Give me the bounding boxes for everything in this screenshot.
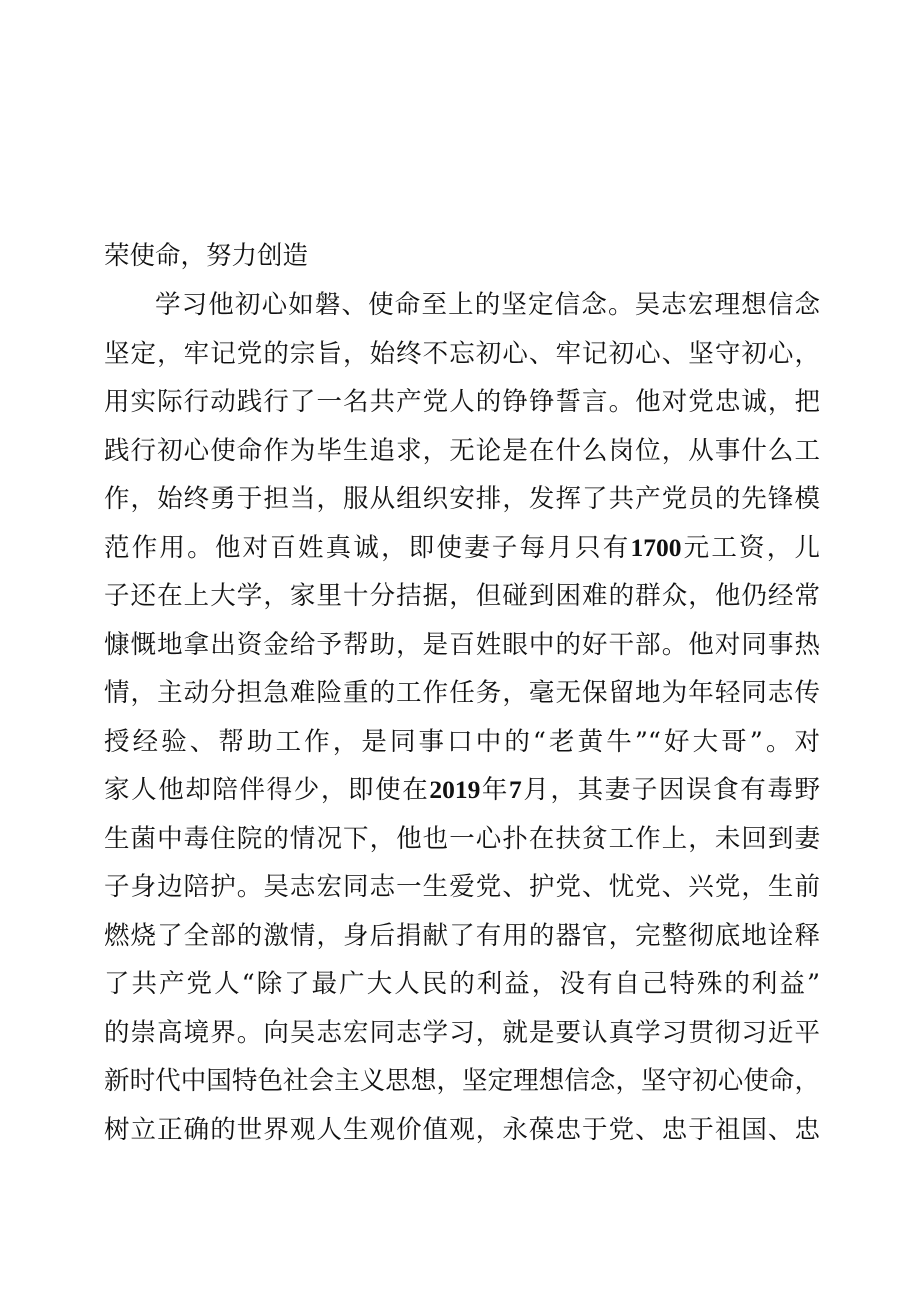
- text-line: 践行初心使命作为毕生追求，无论是在什么岗位，从事什么工: [104, 436, 820, 466]
- text-line: 燃烧了全部的激情，身后捐献了有用的器官，完整彻底地诠释: [104, 921, 820, 951]
- text-line: 情，主动分担急难险重的工作任务，毫无保留地为年轻同志传: [104, 678, 820, 708]
- month-number: 7: [509, 775, 522, 804]
- text-line: 生菌中毒住院的情况下，他也一心扑在扶贫工作上，未回到妻: [104, 824, 820, 854]
- text-line: 慷慨地拿出资金给予帮助，是百姓眼中的好干部。他对同事热: [104, 630, 820, 660]
- text-line: 作，始终勇于担当，服从组织安排，发挥了共产党员的先锋模: [104, 484, 820, 514]
- text-line: 子还在上大学，家里十分拮据，但碰到困难的群众，他仍经常: [104, 581, 820, 611]
- text-line: 用实际行动践行了一名共产党人的铮铮誓言。他对党忠诚，把: [104, 387, 820, 417]
- text-line: 新时代中国特色社会主义思想，坚定理想信念，坚守初心使命，: [104, 1066, 820, 1096]
- text-run: 月，其妻子因误食有毒野: [521, 775, 820, 805]
- text-line: 学习他初心如磐、使命至上的坚定信念。吴志宏理想信念: [155, 290, 820, 320]
- text-line: [104, 770, 820, 810]
- text-line: [104, 528, 820, 568]
- text-line: 坚定，牢记党的宗旨，始终不忘初心、牢记初心、坚守初心，: [104, 339, 820, 369]
- text-run: 范作用。他对百姓真诚，即使妻子每月只有: [104, 533, 631, 563]
- text-line: 荣使命，努力创造: [104, 241, 309, 271]
- text-run: 年: [480, 775, 510, 805]
- text-run: 家人他却陪伴得少，即使在: [104, 775, 430, 805]
- text-line: 的崇高境界。向吴志宏同志学习，就是要认真学习贯彻习近平: [104, 1018, 820, 1048]
- year-number: 2019: [429, 775, 481, 804]
- text-line: 子身边陪护。吴志宏同志一生爱党、护党、忧党、兴党，生前: [104, 872, 820, 902]
- salary-number: 1700: [630, 533, 682, 562]
- text-line: 授经验、帮助工作，是同事口中的“老黄牛”“好大哥”。对: [104, 727, 820, 757]
- text-line: 了共产党人“除了最广大人民的利益，没有自己特殊的利益”: [104, 969, 820, 999]
- text-line: 树立正确的世界观人生观价值观，永葆忠于党、忠于祖国、忠: [104, 1115, 820, 1145]
- text-run: 元工资，儿: [681, 533, 820, 563]
